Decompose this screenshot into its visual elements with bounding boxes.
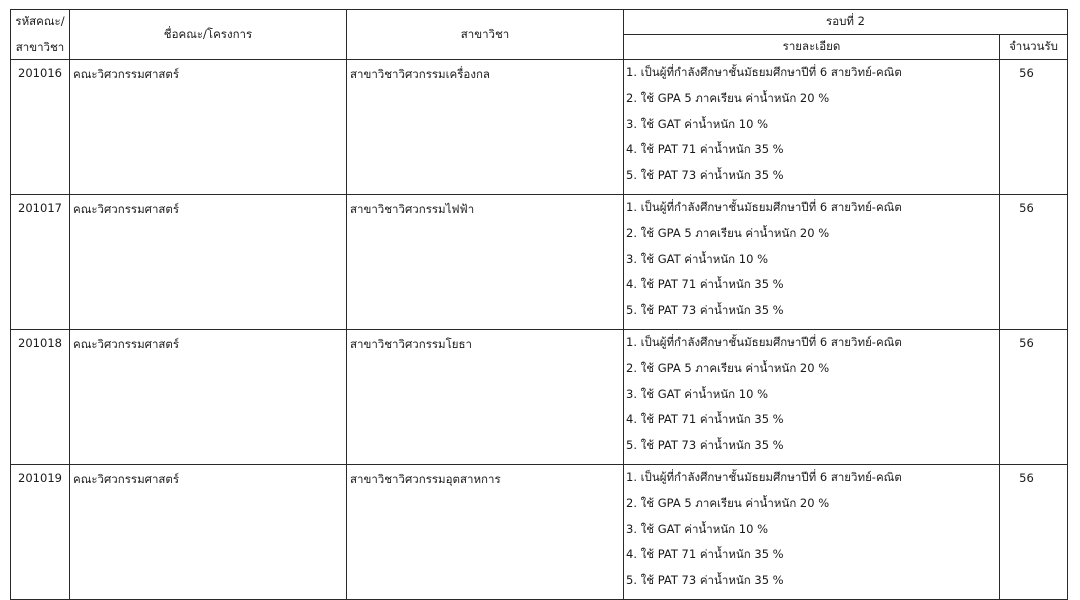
detail-line: 2. ใช้ GPA 5 ภาคเรียน ค่าน้ำหนัก 20 % [626,225,830,240]
admission-table [10,9,1068,600]
quota-cell: 56 [1000,60,1068,195]
faculty-name-cell: คณะวิศวกรรมศาสตร์ [70,465,347,600]
quota-cell: 56 [1000,195,1068,330]
faculty-name-cell: คณะวิศวกรรมศาสตร์ [70,60,347,195]
detail-line: 5. ใช้ PAT 73 ค่าน้ำหนัก 35 % [626,168,784,183]
quota-cell: 56 [1000,330,1068,465]
detail-line: 3. ใช้ GAT ค่าน้ำหนัก 10 % [626,116,769,131]
program-name-cell: สาขาวิชาวิศวกรรมไฟฟ้า [347,195,624,330]
round-header: รอบที่ 2 [624,10,1068,35]
detail-line: 3. ใช้ GAT ค่าน้ำหนัก 10 % [626,386,769,401]
details-header: รายละเอียด [624,35,1000,60]
detail-line: 2. ใช้ GPA 5 ภาคเรียน ค่าน้ำหนัก 20 % [626,90,830,105]
detail-line: 4. ใช้ PAT 71 ค่าน้ำหนัก 35 % [626,277,784,292]
detail-line: 4. ใช้ PAT 71 ค่าน้ำหนัก 35 % [626,142,784,157]
table-row [11,60,1068,195]
program-name-cell: สาขาวิชาวิศวกรรมอุตสาหการ [347,465,624,600]
table-row [11,465,1068,600]
faculty-name-cell: คณะวิศวกรรมศาสตร์ [70,195,347,330]
table-row [11,195,1068,330]
detail-line: 2. ใช้ GPA 5 ภาคเรียน ค่าน้ำหนัก 20 % [626,360,830,375]
details-cell [624,195,1000,330]
detail-line: 4. ใช้ PAT 71 ค่าน้ำหนัก 35 % [626,547,784,562]
detail-line: 1. เป็นผู้ที่กำลังศึกษาชั้นมัธยมศึกษาปีที่ 6 สายวิทย์-คณิต [626,470,902,484]
detail-line: 1. เป็นผู้ที่กำลังศึกษาชั้นมัธยมศึกษาปีที่ 6 สายวิทย์-คณิต [626,65,902,79]
program-code-cell: 201018 [11,330,70,465]
program-header: สาขาวิชา [347,10,624,60]
detail-line: 1. เป็นผู้ที่กำลังศึกษาชั้นมัธยมศึกษาปีที่ 6 สายวิทย์-คณิต [626,335,902,349]
detail-line: 3. ใช้ GAT ค่าน้ำหนัก 10 % [626,251,769,266]
code-header-line1: รหัสคณะ/ [15,13,65,28]
table-body [11,60,1068,600]
detail-line: 5. ใช้ PAT 73 ค่าน้ำหนัก 35 % [626,438,784,453]
detail-line: 2. ใช้ GPA 5 ภาคเรียน ค่าน้ำหนัก 20 % [626,495,830,510]
program-name-cell: สาขาวิชาวิศวกรรมโยธา [347,330,624,465]
program-code-cell: 201019 [11,465,70,600]
program-name-cell: สาขาวิชาวิศวกรรมเครื่องกล [347,60,624,195]
quota-cell: 56 [1000,465,1068,600]
details-cell [624,60,1000,195]
detail-line: 3. ใช้ GAT ค่าน้ำหนัก 10 % [626,521,769,536]
table-header [11,10,1068,60]
faculty-header: ชื่อคณะ/โครงการ [70,10,347,60]
code-header [11,10,70,60]
detail-line: 5. ใช้ PAT 73 ค่าน้ำหนัก 35 % [626,573,784,588]
program-code-cell: 201017 [11,195,70,330]
code-header-line2: สาขาวิชา [15,39,65,54]
program-code-cell: 201016 [11,60,70,195]
details-cell [624,330,1000,465]
details-cell [624,465,1000,600]
table-row [11,330,1068,465]
quota-header: จำนวนรับ [1000,35,1068,60]
detail-line: 4. ใช้ PAT 71 ค่าน้ำหนัก 35 % [626,412,784,427]
faculty-name-cell: คณะวิศวกรรมศาสตร์ [70,330,347,465]
detail-line: 5. ใช้ PAT 73 ค่าน้ำหนัก 35 % [626,303,784,318]
detail-line: 1. เป็นผู้ที่กำลังศึกษาชั้นมัธยมศึกษาปีที่ 6 สายวิทย์-คณิต [626,200,902,214]
